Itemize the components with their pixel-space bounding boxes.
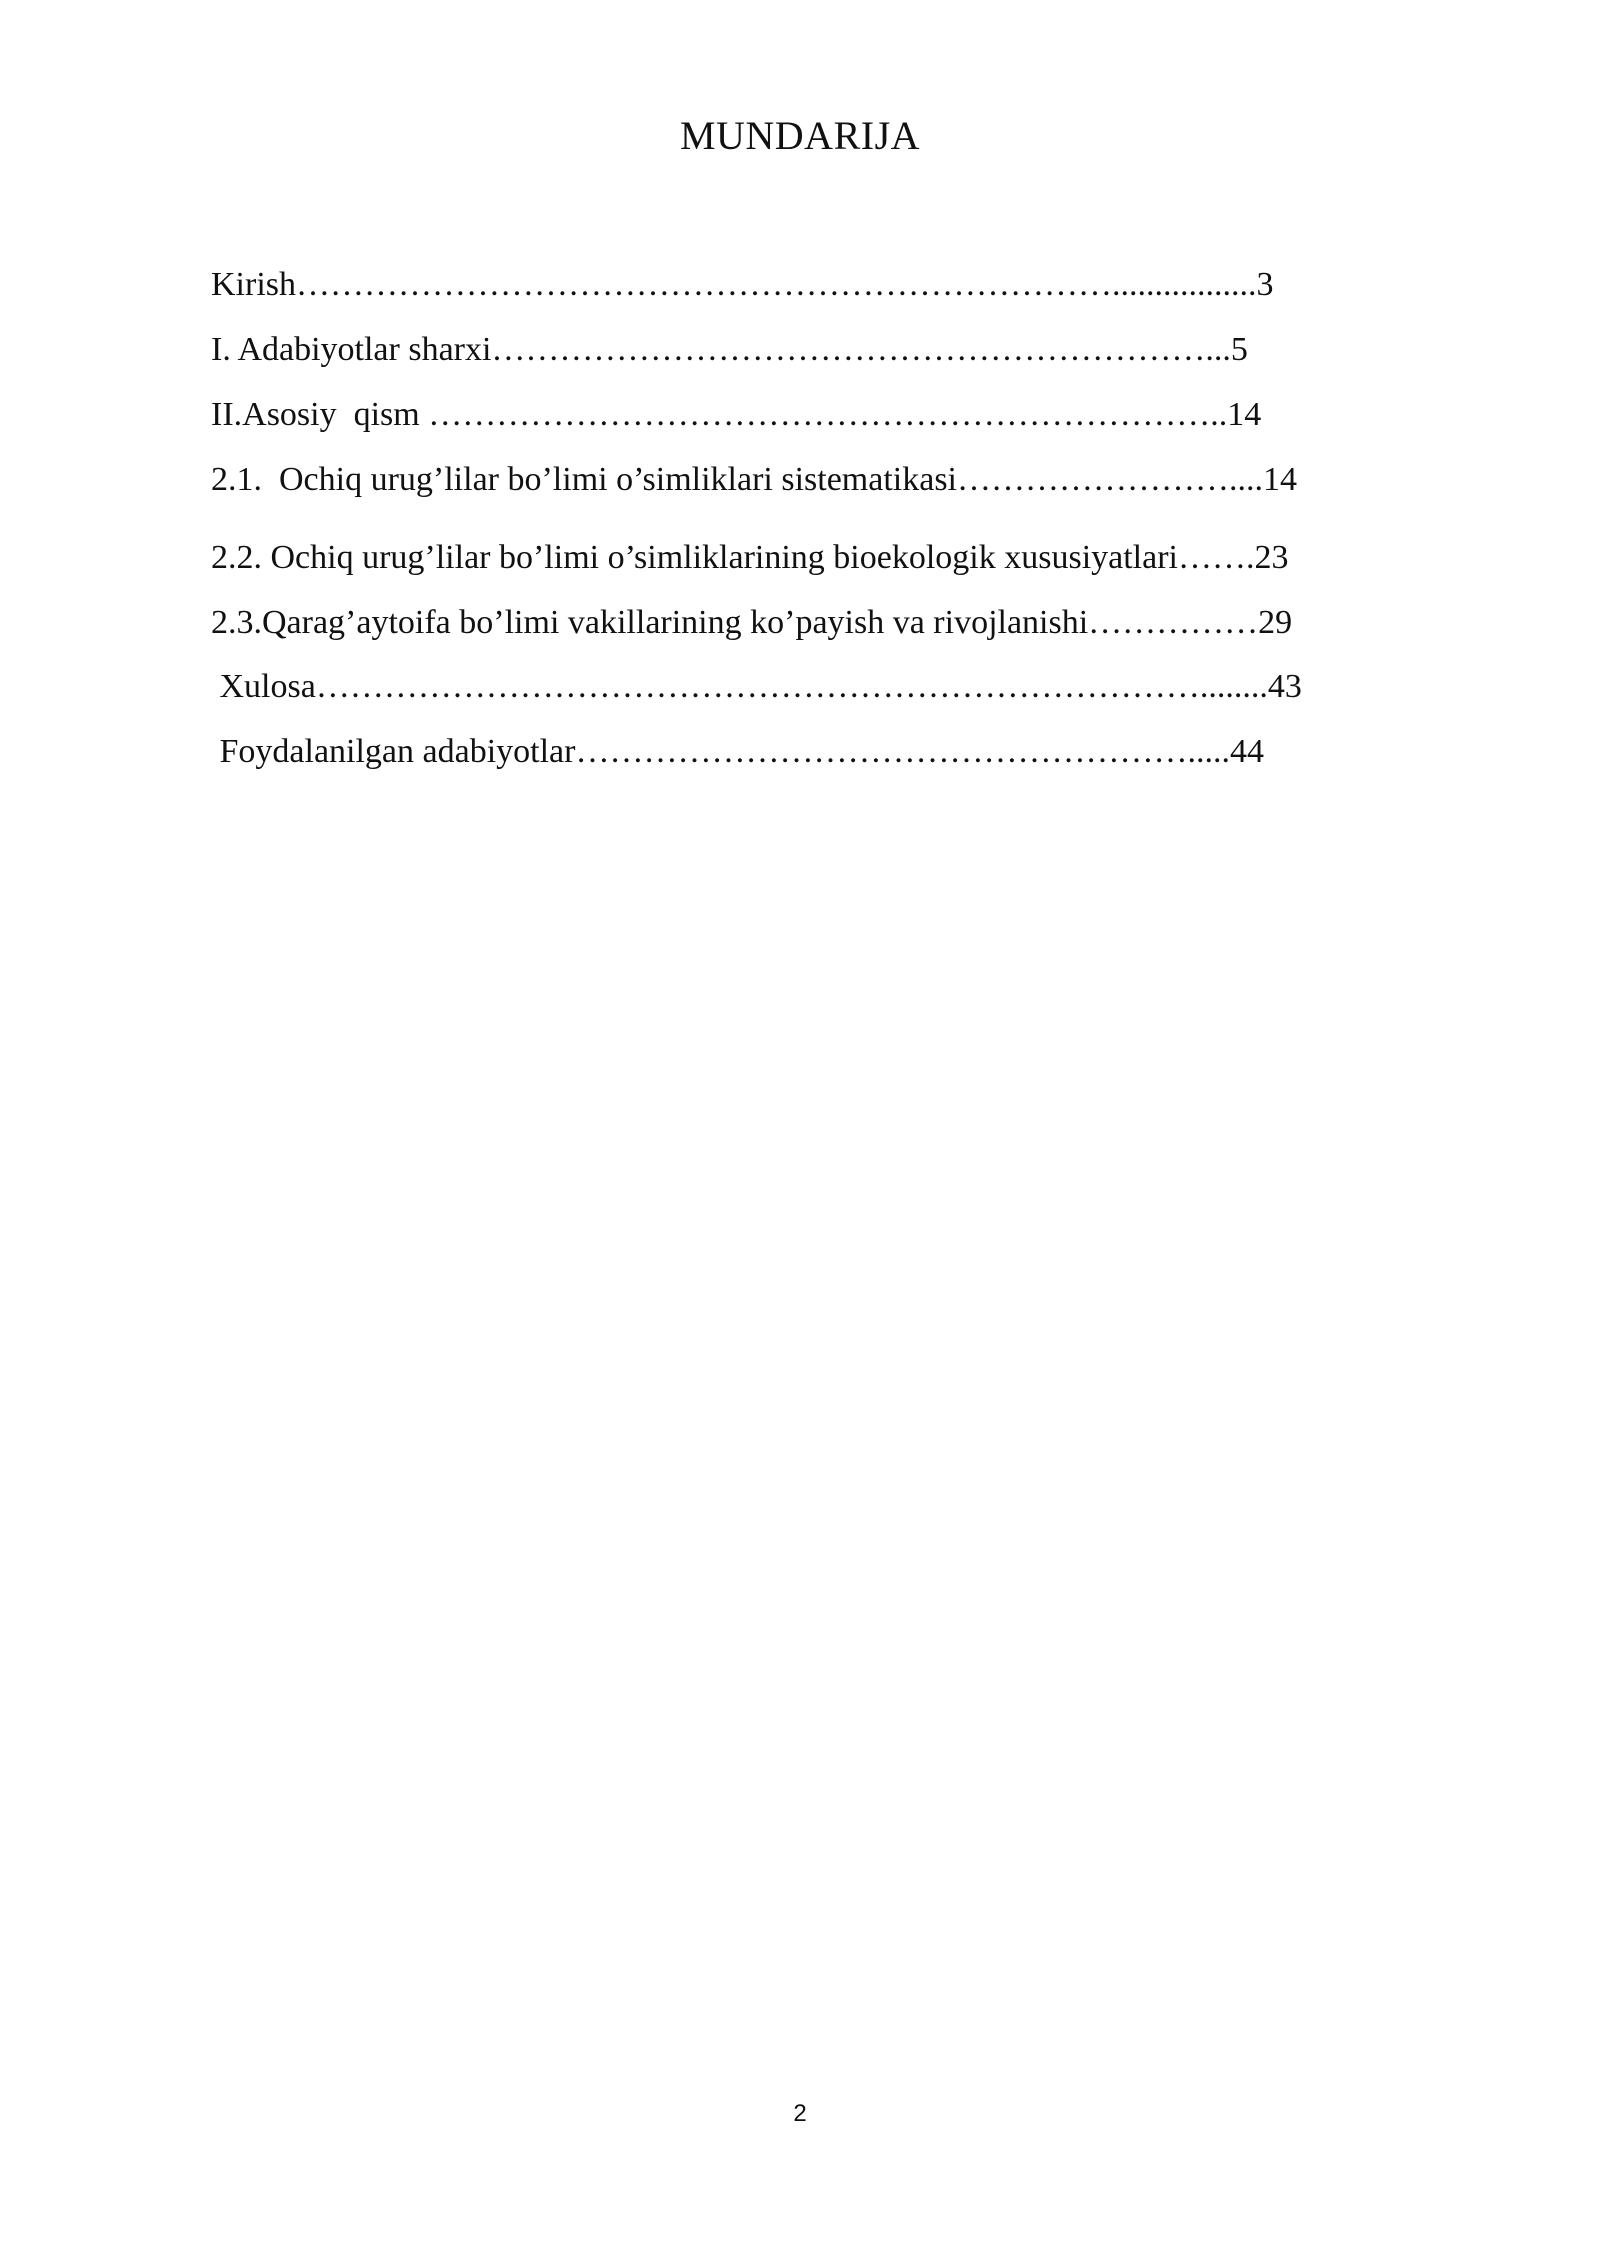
toc-entry-adabiyotlar-sharxi: I. Adabiyotlar sharxi………………………………………………………...5 [211,331,1248,368]
toc-entry-2-1: 2.1. Ochiq urug’lilar bo’limi o’simliklari sistematikasi……………………....14 [211,461,1298,498]
toc-entry-xulosa: Xulosa……………………………………………………………………........43 [211,668,1302,705]
toc-entry-kirish: Kirish……………………………………………………………….................3 [211,266,1274,303]
toc-entry-2-2: 2.2. Ochiq urug’lilar bo’limi o’simliklarining bioekologik xususiyatlari…….23 [211,539,1289,576]
page-title: MUNDARIJA [679,113,921,158]
page-number: 2 [793,2100,807,2127]
toc-entry-foydalanilgan-adabiyotlar: Foydalanilgan adabiyotlar……………………………………………….....44 [211,733,1264,770]
toc-entry-asosiy-qism: II.Asosiy qism ……………………………………………………………..14 [211,396,1262,433]
toc-entry-2-3: 2.3.Qarag’aytoifa bo’limi vakillarining ko’payish va rivojlanishi……………29 [211,604,1293,641]
